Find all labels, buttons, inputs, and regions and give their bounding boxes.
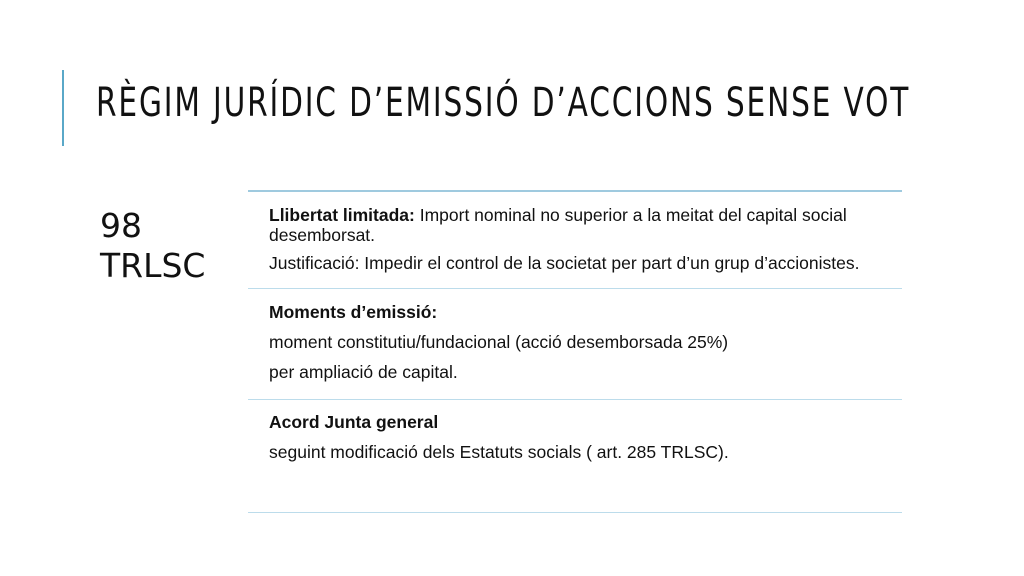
block-acord-junta [248, 400, 902, 512]
block-moments-emissio [248, 289, 902, 399]
llibertat-label: Llibertat limitada: [269, 205, 415, 225]
moments-heading-text: Moments d’emissió: [269, 302, 438, 322]
block-llibertat-limitada [248, 192, 902, 288]
acord-heading-text: Acord Junta general [269, 412, 439, 432]
bottom-divider [248, 512, 902, 513]
justificacio-paragraph: Justificació: Impedir el control de la societat per part d’un grup d’accionistes. [269, 253, 860, 273]
moments-line-2: per ampliació de capital. [269, 362, 458, 382]
acord-heading [269, 412, 888, 432]
llibertat-text: Import nominal no superior a la meitat del capital social desemborsat. [269, 205, 847, 245]
article-law: TRLSC [100, 246, 206, 285]
moments-line-1: moment constitutiu/fundacional (acció desemborsada 25%) [269, 332, 729, 352]
acord-line-1: seguint modificació dels Estatuts socials ( art. 285 TRLSC). [269, 442, 729, 462]
article-number: 98 [100, 206, 142, 245]
article-reference [100, 206, 205, 286]
moments-heading [269, 302, 888, 322]
content-table [248, 190, 902, 513]
llibertat-paragraph [269, 205, 888, 245]
slide-title: RÈGIM JURÍDIC D’EMISSIÓ D’ACCIONS SENSE VOT [96, 80, 911, 126]
title-accent-bar [62, 70, 64, 146]
